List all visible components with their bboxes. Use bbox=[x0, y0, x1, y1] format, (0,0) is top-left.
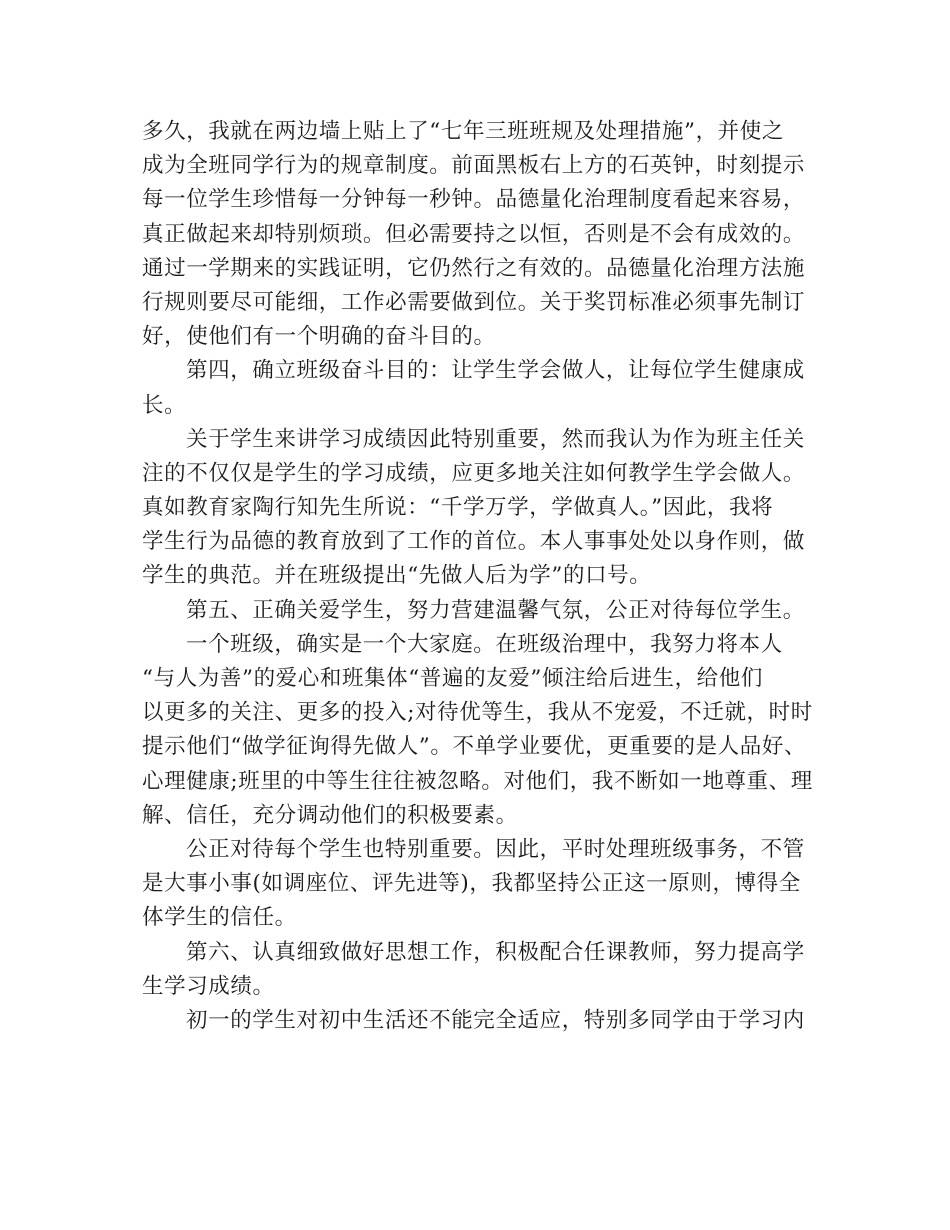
text-line: 每一位学生珍惜每一分钟每一秒钟。品德量化治理制度看起来容易， bbox=[142, 187, 806, 213]
text-line: 真如教育家陶行知先生所说：“千学万学，学做真人。”因此，我将 bbox=[142, 495, 774, 521]
paragraph-start-line: 关于学生来讲学习成绩因此特别重要，然而我认为作为班主任关 bbox=[186, 426, 805, 452]
text-line: 是大事小事(如调座位、评先进等)，我都坚持公正这一原则，博得全 bbox=[142, 871, 801, 897]
text-line: 通过一学期来的实践证明，它仍然行之有效的。品德量化治理方法施 bbox=[142, 255, 806, 281]
text-line: 提示他们“做学征询得先做人”。不单学业要优，更重要的是人品好、 bbox=[142, 734, 807, 760]
text-line: 生学习成绩。 bbox=[142, 973, 275, 999]
text-line: 多久，我就在两边墙上贴上了“七年三班班规及处理措施”，并使之 bbox=[142, 119, 784, 144]
text-line: 好，使他们有一个明确的奋斗目的。 bbox=[142, 324, 496, 350]
section-heading-line: 第六、认真细致做好思想工作，积极配合任课教师，努力提高学 bbox=[186, 939, 805, 965]
text-line: 注的不仅仅是学生的学习成绩，应更多地关注如何教学生学会做人。 bbox=[142, 460, 806, 486]
text-line: “与人为善”的爱心和班集体“普遍的友爱”倾注给后进生，给他们 bbox=[142, 666, 763, 691]
text-line: 体学生的信任。 bbox=[142, 905, 297, 931]
paragraph-start-line: 初一的学生对初中生活还不能完全适应，特别多同学由于学习内 bbox=[186, 1007, 805, 1033]
text-line: 心理健康;班里的中等生往往被忽略。对他们，我不断如一地尊重、理 bbox=[142, 768, 813, 794]
section-heading-line: 第五、正确关爱学生，努力营建温馨气氛，公正对待每位学生。 bbox=[186, 597, 805, 623]
text-line: 以更多的关注、更多的投入;对待优等生，我从不宠爱，不迁就，时时 bbox=[142, 700, 813, 726]
paragraph-start-line: 一个班级，确实是一个大家庭。在班级治理中，我努力将本人 bbox=[186, 631, 783, 657]
text-line: 行规则要尽可能细，工作必需要做到位。关于奖罚标准必须事先制订 bbox=[142, 289, 806, 315]
paragraph-start-line: 公正对待每个学生也特别重要。因此，平时处理班级事务，不管 bbox=[186, 836, 805, 862]
text-line: 成为全班同学行为的规章制度。前面黑板右上方的石英钟，时刻提示 bbox=[142, 153, 806, 179]
text-line: 学生行为品德的教育放到了工作的首位。本人事事处处以身作则，做 bbox=[142, 529, 806, 555]
section-heading-line: 第四，确立班级奋斗目的：让学生学会做人，让每位学生健康成 bbox=[186, 358, 805, 384]
text-line: 长。 bbox=[142, 392, 187, 418]
text-line: 学生的典范。并在班级提出“先做人后为学”的口号。 bbox=[142, 563, 652, 589]
document-body bbox=[142, 115, 822, 1038]
text-line: 解、信任，充分调动他们的积极要素。 bbox=[142, 802, 518, 828]
text-line: 真正做起来却特别烦琐。但必需要持之以恒，否则是不会有成效的。 bbox=[142, 221, 806, 247]
